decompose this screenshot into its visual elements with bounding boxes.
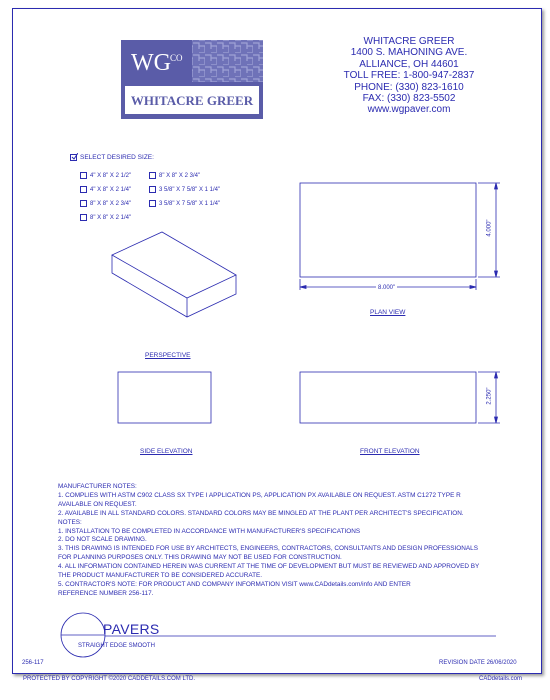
notes-line: 1. INSTALLATION TO BE COMPLETED IN ACCORDANCE WITH MANUFACTURER'S SPECIFICATIONS <box>58 527 361 535</box>
company-name: WHITACRE GREER <box>363 36 455 47</box>
notes-section <box>58 483 498 599</box>
size-option[interactable]: 8" X 8" X 2 3/4" <box>149 172 200 179</box>
notes-line: AVAILABLE ON REQUEST. <box>58 500 137 508</box>
notes-line: THE PRODUCT MANUFACTURER TO BE CONSIDERED ACCURATE. <box>58 572 263 580</box>
notes-line: FOR PLANNING PURPOSES ONLY. THIS DRAWING MAY NOT BE USED FOR CONSTRUCTION. <box>58 554 342 562</box>
company-phone: PHONE: (330) 823-1610 <box>354 81 464 93</box>
drawing-subtitle: STRAIGHT EDGE SMOOTH <box>78 643 155 649</box>
drawing-title: PAVERS <box>103 621 160 637</box>
logo-co: CO <box>170 53 183 63</box>
revision-date: REVISION DATE 26/06/2020 <box>439 660 517 666</box>
notes-line: 5. CONTRACTOR'S NOTE: FOR PRODUCT AND COMPANY INFORMATION VISIT www.CADdetails.com/info AND ENTER <box>58 580 411 588</box>
plan-view-label: PLAN VIEW <box>370 309 406 316</box>
notes-line: 3. THIS DRAWING IS INTENDED FOR USE BY ARCHITECTS, ENGINEERS, CONTRACTORS, CONSULTANTS AND DESIGN PROFESSIONALS <box>58 545 478 553</box>
company-tollfree: TOLL FREE: 1-800-947-2837 <box>343 70 475 82</box>
perspective-label: PERSPECTIVE <box>145 352 191 359</box>
size-option[interactable]: 8" X 8" X 2 3/4" <box>80 200 131 207</box>
logo-initials: WG <box>131 50 171 76</box>
front-elevation-rect <box>300 372 476 423</box>
reference-number: 256-117 <box>22 660 44 666</box>
company-address: 1400 S. MAHONING AVE. <box>350 47 468 59</box>
notes-line: 4. ALL INFORMATION CONTAINED HEREIN WAS CURRENT AT THE TIME OF DEVELOPMENT BUT MUST BE REVIEWED AND APPROVED BY <box>58 563 480 571</box>
caddetails-link[interactable]: CADdetails.com <box>479 676 523 682</box>
notes-line: MANUFACTURER NOTES: <box>58 483 137 490</box>
size-option[interactable]: 8" X 8" X 2 1/4" <box>80 214 131 221</box>
notes-line: 2. AVAILABLE IN ALL STANDARD COLORS. STANDARD COLORS MAY BE MINGLED AT THE PLANT PER ARCHITECT'S SPECIFICATION. <box>58 509 464 517</box>
plan-rect <box>300 183 476 277</box>
perspective-top <box>112 232 236 298</box>
size-option[interactable]: 4" X 8" X 2 1/2" <box>80 172 131 179</box>
height-dimension: 2.250" <box>486 387 493 405</box>
size-option[interactable]: 4" X 8" X 2 1/4" <box>80 186 131 193</box>
notes-line: NOTES: <box>58 518 82 526</box>
notes-line: 2. DO NOT SCALE DRAWING. <box>58 536 147 544</box>
size-option[interactable]: 3 5/8" X 7 5/8" X 1 1/4" <box>149 186 220 193</box>
side-elevation-rect <box>118 372 211 423</box>
company-website[interactable]: www.wgpaver.com <box>367 104 451 116</box>
notes-line: 1. COMPLIES WITH ASTM C902 CLASS SX TYPE I APPLICATION PS, APPLICATION PX AVAILABLE ON REQUEST. ASTM C1272 TYPE R <box>58 491 461 499</box>
notes-line: REFERENCE NUMBER 256-117. <box>58 589 154 597</box>
depth-dimension: 4.000" <box>486 219 493 237</box>
logo-name: WHITACRE GREER <box>130 93 254 108</box>
side-elevation-label: SIDE ELEVATION <box>140 448 193 455</box>
front-elevation-label: FRONT ELEVATION <box>360 448 420 455</box>
size-option[interactable]: 3 5/8" X 7 5/8" X 1 1/4" <box>149 200 220 207</box>
size-select-title: SELECT DESIRED SIZE: <box>70 154 154 161</box>
copyright-footer: PROTECTED BY COPYRIGHT ©2020 CADDETAILS.COM LTD. <box>23 676 196 682</box>
company-fax: FAX: (330) 823-5502 <box>362 93 456 105</box>
company-city: ALLIANCE, OH 44601 <box>359 58 459 70</box>
width-dimension: 8.000" <box>378 285 396 291</box>
